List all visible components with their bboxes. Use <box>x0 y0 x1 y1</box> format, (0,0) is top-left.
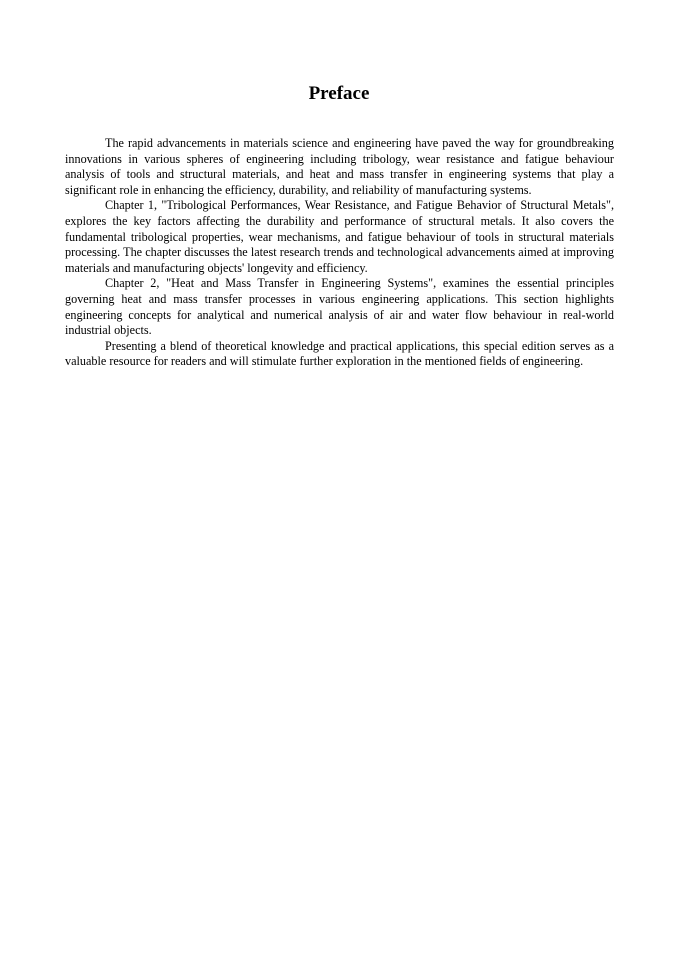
preface-body <box>65 136 614 370</box>
paragraph-conclusion: Presenting a blend of theoretical knowledge and practical applications, this special edition serves as a valuable resource for readers and will stimulate further exploration in the mentioned fields of engineering. <box>65 338 614 369</box>
page-title: Preface <box>308 83 370 104</box>
paragraph-intro: The rapid advancements in materials science and engineering have paved the way for groundbreaking innovations in various spheres of engineering including tribology, wear resistance and fatigue behaviour analysis of tools and structural materials, and heat and mass transfer in engineering systems that play a significant role in enhancing the efficiency, durability, and reliability of manufacturing systems. <box>65 136 614 197</box>
paragraph-chapter-2: Chapter 2, "Heat and Mass Transfer in Engineering Systems", examines the essential principles governing heat and mass transfer processes in various engineering applications. This section highlights engineering concepts for analytical and numerical analysis of air and water flow behaviour in real-world industrial objects. <box>65 276 614 338</box>
paragraph-chapter-1: Chapter 1, "Tribological Performances, Wear Resistance, and Fatigue Behavior of Structural Metals", explores the key factors affecting the durability and performance of structural metals. It also covers the fundamental tribological properties, wear mechanisms, and fatigue behaviour of tools in structural materials processing. The chapter discusses the latest research trends and technological advancements aimed at improving materials and manufacturing objects' longevity and efficiency. <box>65 198 614 275</box>
